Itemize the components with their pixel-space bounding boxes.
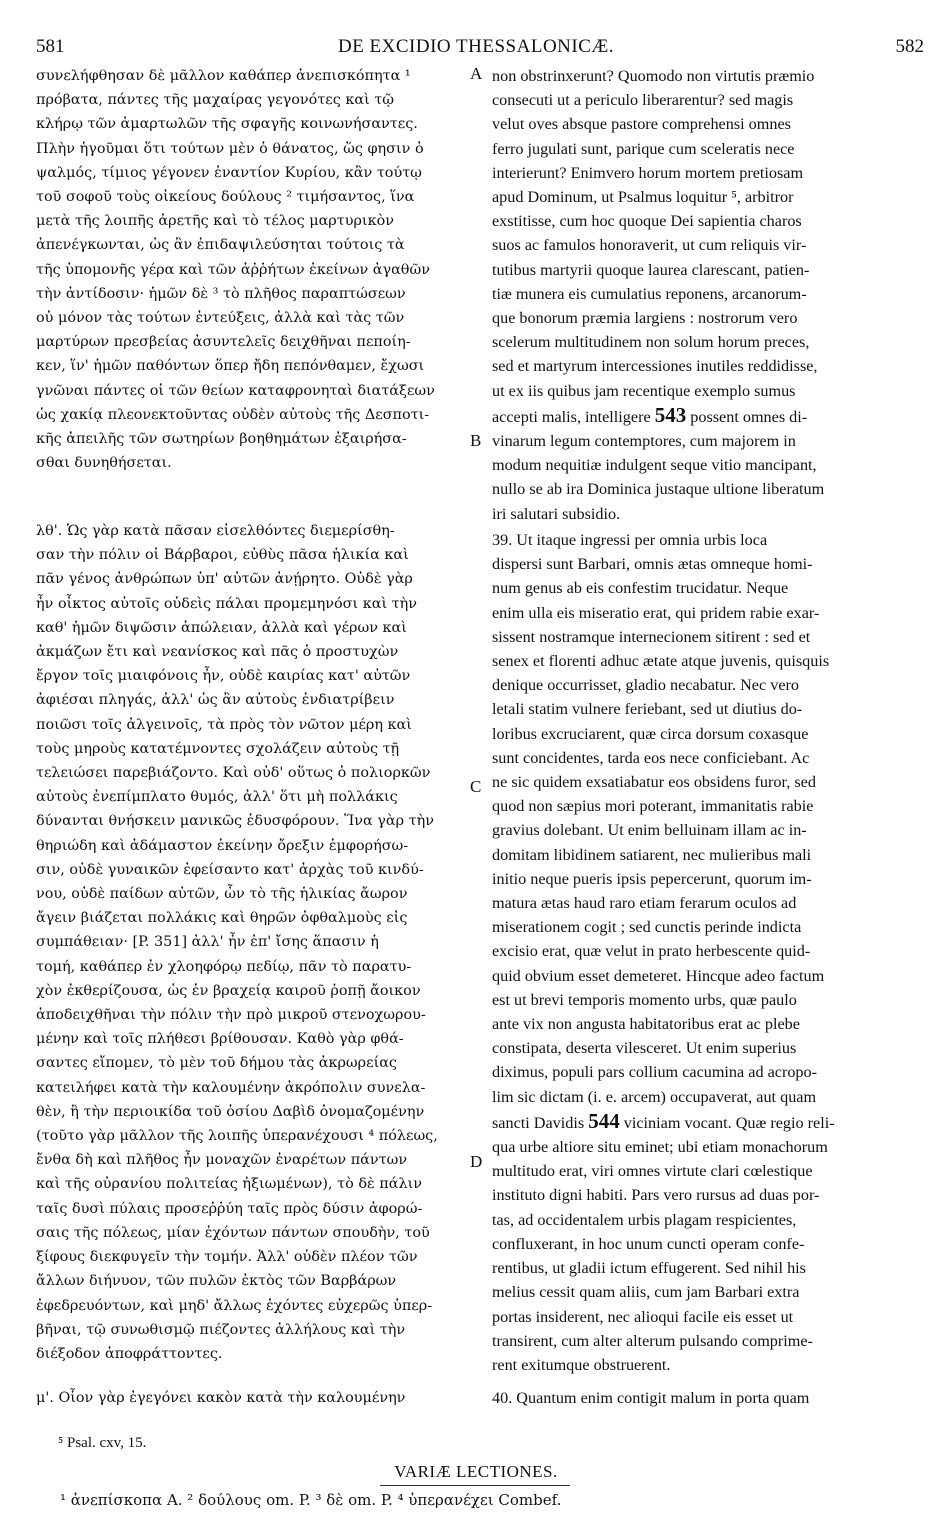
greek-line: ἦν οἶκτος αὐτοῖς οὐδεὶς πάλαι προμεμηνόσι καὶ τὴν bbox=[36, 595, 417, 612]
margin-letter-d: D bbox=[470, 1152, 483, 1171]
greek-line: τοῦ σοφοῦ τοὺς οἰκείους δούλους ² τιμήσαντος, ἵνα bbox=[36, 189, 415, 206]
latin-line: constipata, deserta vilesceret. Ut enim superius bbox=[492, 1039, 797, 1058]
latin-line: qua urbe altiore situ eminet; ubi etiam monachorum bbox=[492, 1138, 828, 1157]
latin-line: ferro jugulati sunt, parique cum sceleratis nece bbox=[492, 139, 795, 158]
latin-line: nullo se ab ira Dominica justaque ultione liberatum bbox=[492, 480, 825, 499]
greek-line: θὲν, ἢ τὴν περιοικίδα τοῦ ὁσίου Δαβὶδ ὀνομαζομένην bbox=[36, 1103, 425, 1120]
margin-letter-c: C bbox=[470, 777, 482, 796]
latin-line: instituto digni habiti. Pars vero rursus ad duas por- bbox=[492, 1186, 820, 1205]
greek-line: αὐτοὺς ἐνεπίμπλατο θυμός, ἀλλ' ὅτι μὴ πολλάκις bbox=[36, 789, 398, 806]
latin-line: dispersi sunt Barbari, omnis ætas omneque homi- bbox=[492, 555, 813, 574]
latin-line: vinarum legum contemptores, cum majorem in bbox=[492, 432, 796, 451]
greek-line: ἀπενέγκωνται, ὡς ἂν ἐπιδαψιλεύσηται τούτοις τὰ bbox=[36, 237, 405, 254]
greek-line: τομή, καθάπερ ἐν χλοηφόρῳ πεδίῳ, πᾶν τὸ παρατυ- bbox=[36, 958, 412, 975]
greek-line: σθαι δυνηθήσεται. bbox=[36, 455, 172, 472]
greek-line: δύνανται θνήσκειν μανικῶς ἐδυσφόρουν. Ἵνα γὰρ τὴν bbox=[36, 813, 434, 830]
greek-line: μ'. Οἷον γὰρ ἐγεγόνει κακὸν κατὰ τὴν καλουμένην bbox=[36, 1390, 406, 1406]
greek-line: νου, οὐδὲ παίδων αὐτῶν, ὧν τὸ τῆς ἡλικίας ἄωρον bbox=[36, 886, 408, 903]
greek-line: θηριώδη καὶ ἀδάμαστον ἐκείνην ὄρεξιν ἐμφορήσω- bbox=[36, 837, 409, 854]
latin-line: num genus ab eis confestim trucidatur. Neque bbox=[492, 579, 789, 598]
greek-line: (τοῦτο γὰρ μᾶλλον τῆς λοιπῆς ὑπερανέχουσι ⁴ πόλεως, bbox=[36, 1128, 438, 1145]
greek-line: ἀποδειχθῆναι τὴν πόλιν τὴν πρὸ μικροῦ στενοχωρου- bbox=[36, 1007, 426, 1024]
latin-line-part: viciniam vocant. Quæ regio reli- bbox=[619, 1113, 835, 1132]
greek-paragraph-40 bbox=[36, 1386, 456, 1410]
greek-line: σιν, οὐδὲ γυναικῶν ἐφείσαντο κατ' ἀρχὰς τοῦ κινδύ- bbox=[36, 861, 424, 878]
greek-line: σαντες εἴπομεν, τὸ μὲν τοῦ δήμου τὰς ἀκρωρείας bbox=[36, 1055, 397, 1072]
divider bbox=[380, 1485, 570, 1486]
latin-paragraph-1 bbox=[492, 64, 918, 526]
latin-line: suos ac famulos honoraverit, ut cum reliquis vir- bbox=[492, 236, 807, 255]
latin-line: enim ulla eis miseratio erat, qui pridem rabie exar- bbox=[492, 603, 820, 622]
latin-line: domitam libidinem satiarent, nec mulieribus mali bbox=[492, 845, 812, 864]
variae-lectiones-title: VARIÆ LECTIONES. bbox=[394, 1462, 558, 1481]
greek-line: ἐφεδρευόντων, καὶ μηδ' ἄλλως ἐχόντες εὐχερῶς ὑπερ- bbox=[36, 1297, 433, 1314]
greek-line: πᾶν γένος ἀνθρώπων ὑπ' αὐτῶν ἀνῄρητο. Οὐδὲ γὰρ bbox=[36, 571, 413, 588]
latin-line: ne sic quidem exsatiabatur eos obsidens furor, sed bbox=[492, 773, 816, 792]
greek-paragraph-39 bbox=[36, 519, 456, 1366]
page-marker-544: 544 bbox=[588, 1108, 620, 1133]
latin-line: ut ex iis quibus jam recentique exemplo sumus bbox=[492, 381, 796, 400]
greek-line: κλήρῳ τῶν ἁμαρτωλῶν τῆς σφαγῆς κοινωνήσαντες. bbox=[36, 116, 418, 133]
latin-line: 40. Quantum enim contigit malum in porta quam bbox=[492, 1389, 810, 1407]
latin-line: miserationem cogit ; sed cunctis perinde indicta bbox=[492, 918, 802, 937]
page-number-right: 582 bbox=[895, 36, 924, 57]
greek-line: ἄλλων διήνυον, τῶν πυλῶν ἐκτὸς τῶν Βαρβάρων bbox=[36, 1273, 397, 1290]
greek-line: διέξοδον ἀποφράττοντες. bbox=[36, 1345, 223, 1362]
latin-line: exstitisse, cum hoc quoque Dei sapientia charos bbox=[492, 212, 802, 231]
latin-line: scelerum multitudinem non solum horum preces, bbox=[492, 333, 810, 352]
greek-line: τοὺς μηροὺς κατατέμνοντες σχολάζειν αὐτοὺς τῇ bbox=[36, 740, 400, 757]
latin-line: quod non sæpius mori poterant, immanitatis rabie bbox=[492, 797, 814, 816]
latin-line: sissent nostramque internecionem sitirent : sed et bbox=[492, 627, 811, 646]
greek-line: κατειλήφει κατὰ τὴν καλουμένην ἀκρόπολιν συνελα- bbox=[36, 1079, 426, 1096]
latin-line: tiæ munera eis cumulatius reponens, arcanorum- bbox=[492, 284, 807, 303]
greek-line: οὐ μόνον τὰς τούτων ἐντεύξεις, ἀλλὰ καὶ τὰς τῶν bbox=[36, 310, 405, 327]
latin-line: quid obvium esset demeteret. Hincque adeo factum bbox=[492, 966, 825, 985]
greek-line: συνελήφθησαν δὲ μᾶλλον καθάπερ ἀνεπισκόπητα ¹ bbox=[36, 68, 411, 84]
greek-line: ἔργον τοῖς μιαιφόνοις ἦν, οὐδὲ καιρίας κατ' αὐτῶν bbox=[36, 668, 411, 685]
margin-letter-a: A bbox=[470, 64, 483, 83]
greek-line: ἔνθα δὴ καὶ πλῆθος ἦν μοναχῶν ἐναρέτων πάντων bbox=[36, 1152, 408, 1169]
latin-line: excisio erat, quæ velut in prato herbescente quid- bbox=[492, 942, 811, 961]
greek-line: ποιῶσι τοῖς ἀλγεινοῖς, τὰ πρὸς τὸν νῶτον μέρη καὶ bbox=[36, 716, 412, 733]
latin-line-part: possent omnes di- bbox=[686, 407, 808, 426]
latin-line: interierunt? Enimvero horum mortem pretiosam bbox=[492, 163, 804, 182]
greek-line: ἀκμάζων ἔτι καὶ νεανίσκος καὶ πᾶς ὁ προστυχὼν bbox=[36, 644, 399, 661]
latin-line: loribus excruciarent, quæ circa dorsum coxasque bbox=[492, 724, 809, 743]
greek-line: τελειώσει παρεβιάζοντο. Καὶ οὐδ' οὕτως ὁ πολιορκῶν bbox=[36, 765, 431, 782]
latin-line: gravius dolebant. Ut enim belluinam illam ac in- bbox=[492, 821, 807, 840]
latin-line: lim sic dictam (i. e. arcem) occupaverat, aut quam bbox=[492, 1087, 817, 1106]
latin-line: sunt concidentes, tarda eos nece conficiebant. Ac bbox=[492, 748, 810, 767]
latin-line: que bonorum præmia largiens : nostrorum vero bbox=[492, 309, 798, 328]
greek-line: συμπάθειαν· [P. 351] ἀλλ' ἦν ἐπ' ἴσης ἅπασιν ἡ bbox=[36, 934, 379, 951]
page-marker-543: 543 bbox=[654, 402, 687, 427]
latin-line: velut oves absque pastore comprehensi omnes bbox=[492, 115, 791, 134]
latin-line: est ut brevi temporis momento urbs, quæ paulo bbox=[492, 990, 797, 1009]
latin-line: apud Dominum, ut Psalmus loquitur ⁵, arbitror bbox=[492, 188, 794, 207]
latin-paragraph-39 bbox=[492, 528, 918, 1377]
latin-line: initio neque pueris ipsis pepercerunt, quorum im- bbox=[492, 869, 812, 888]
greek-line: μετὰ τῆς λοιπῆς ἀρετῆς καὶ τὸ τέλος μαρτυρικὸν bbox=[36, 213, 394, 230]
greek-line: γνῶναι πάντες οἱ τῶν θείων καταφρονηταὶ διατάξεων bbox=[36, 382, 435, 399]
latin-line: denique occurrisset, gladio necabatur. Nec vero bbox=[492, 676, 799, 695]
greek-line: ψαλμός, τίμιος γέγονεν ἐναντίον Κυρίου, κἂν τούτῳ bbox=[36, 164, 422, 181]
latin-line-part: sancti Davidis bbox=[492, 1113, 589, 1132]
latin-line: consecuti ut a periculo liberarentur? sed magis bbox=[492, 91, 794, 110]
latin-line-with-page-544 bbox=[492, 1109, 918, 1135]
greek-line: μένην καὶ τοῖς πλήθεσι βρίθουσαν. Καθὸ γὰρ φθά- bbox=[36, 1031, 404, 1048]
greek-line: βῆναι, τῷ συνωθισμῷ πιέζοντες ἀλλήλους καὶ τὴν bbox=[36, 1321, 406, 1338]
greek-paragraph-1 bbox=[36, 64, 456, 475]
latin-line: letali statim vulnere feriebant, sed ut diutius do- bbox=[492, 700, 803, 719]
latin-line: ante vix non angusta habitatoribus erat ac plebe bbox=[492, 1015, 800, 1034]
latin-line: 39. Ut itaque ingressi per omnia urbis loca bbox=[492, 531, 768, 549]
latin-line: iri salutari subsidio. bbox=[492, 504, 621, 523]
greek-line: λθ'. Ὡς γὰρ κατὰ πᾶσαν εἰσελθόντες διεμερίσθη- bbox=[36, 523, 395, 539]
greek-line: καὶ τῆς οὐρανίου πολιτείας ἠξιωμένων), τὸ δὲ πάλιν bbox=[36, 1176, 422, 1193]
latin-line: multitudo erat, viri omnes virtute clari cœlestique bbox=[492, 1162, 813, 1181]
latin-line: diximus, populi pars collium cacumina ad acropo- bbox=[492, 1063, 818, 1082]
latin-line: sed et martyrum intercessiones inutiles reddidisse, bbox=[492, 357, 818, 376]
latin-line: transirent, cum alter alterum pulsando comprime- bbox=[492, 1331, 813, 1350]
latin-line: tutibus martyrii quoque laurea clarescant, patien- bbox=[492, 260, 810, 279]
greek-line: ἀφιέσαι πληγάς, ἀλλ' ὡς ἂν αὐτοὺς ἐνδιατρίβειν bbox=[36, 692, 395, 709]
latin-line: matura ætas haud raro etiam ferarum oculos ad bbox=[492, 894, 797, 913]
footnote: ⁵ Psal. cxv, 15. bbox=[58, 1435, 147, 1451]
page-number-left: 581 bbox=[36, 36, 65, 57]
latin-line: tas, ad occidentalem urbis plagam respicientes, bbox=[492, 1210, 797, 1229]
greek-line: τῆς ὑπομονῆς γέρα καὶ τῶν ἀῤῥήτων ἐκείνων ἀγαθῶν bbox=[36, 261, 430, 278]
running-title: DE EXCIDIO THESSALONICÆ. bbox=[337, 36, 615, 57]
variae-lectiones-text: ¹ ἀνεπίσκοπα A. ² δούλους om. P. ³ δὲ om. P. ⁴ ὑπερανέχει Combef. bbox=[60, 1491, 562, 1509]
greek-line: ἄγειν βιάζεται πολλάκις καὶ θηρῶν ὀφθαλμοὺς εἰς bbox=[36, 910, 408, 927]
latin-line: confluxerant, in hoc unum cuncti operam confe- bbox=[492, 1234, 805, 1253]
greek-line: χὸν ἐκθερίζουσα, ὡς ἐν βραχείᾳ καιροῦ ῥοπῇ ἄοικον bbox=[36, 982, 421, 999]
latin-line: modum nequitiæ indulgent seque vitio mancipant, bbox=[492, 456, 817, 475]
latin-line: portas insiderent, nec alioqui facile eis esset ut bbox=[492, 1307, 794, 1326]
latin-line: non obstrinxerunt? Quomodo non virtutis præmio bbox=[492, 67, 815, 85]
greek-line: σαν τὴν πόλιν οἱ Βάρβαροι, εὐθὺς πᾶσα ἡλικία καὶ bbox=[36, 547, 409, 564]
greek-line: ξίφους διεκφυγεῖν τὴν τομήν. Ἀλλ' οὐδὲν πλέον τῶν bbox=[36, 1249, 418, 1266]
greek-line: καθ' ἡμῶν διψῶσιν ἀπώλειαν, ἀλλὰ καὶ γέρων καὶ bbox=[36, 619, 407, 636]
greek-line: κῆς ἀπειλῆς τῶν σωτηρίων βοηθημάτων ἐξαιρήσα- bbox=[36, 431, 407, 448]
greek-line: πρόβατα, πάντες τῆς μαχαίρας γεγονότες καὶ τῷ bbox=[36, 92, 395, 109]
latin-line: rent exitumque obstruerent. bbox=[492, 1355, 671, 1374]
greek-line: ὡς χακίᾳ πλεονεκτοῦντας οὐδὲν αὐτοὺς τῆς Δεσποτι- bbox=[36, 406, 430, 423]
latin-line-with-page-543 bbox=[492, 403, 918, 429]
greek-line: σαις τῆς πόλεως, μίαν ἐχόντων πάντων σπουδὴν, τοῦ bbox=[36, 1224, 430, 1241]
greek-line: κεν, ἵν' ἡμῶν παθόντων ὅπερ ἤδη πεπόνθαμεν, ἔχωσι bbox=[36, 358, 425, 375]
margin-letter-b: B bbox=[470, 431, 482, 450]
latin-line: melius cessit quam aliis, cum jam Barbari extra bbox=[492, 1283, 800, 1302]
greek-line: ταῖς δυσὶ πύλαις προσεῤῥύη ταῖς πρὸς δύσιν ἀφορώ- bbox=[36, 1200, 423, 1217]
latin-line: senex et florenti adhuc ætate atque juvenis, quisquis bbox=[492, 652, 830, 671]
greek-line: τὴν ἀντίδοσιν· ἡμῶν δὲ ³ τὸ πλῆθος παραπτώσεων bbox=[36, 285, 406, 302]
latin-paragraph-40 bbox=[492, 1386, 918, 1410]
latin-line-part: accepti malis, intelligere bbox=[492, 407, 655, 426]
latin-line: rentibus, ut gladii ictum effugerent. Sed nihil his bbox=[492, 1259, 806, 1278]
greek-line: Πλὴν ἡγοῦμαι ὅτι τούτων μὲν ὁ θάνατος, ὥς φησιν ὁ bbox=[36, 140, 424, 157]
greek-line: μαρτύρων πρεσβείας ἀσυντελεῖς δειχθῆναι πεποίη- bbox=[36, 334, 411, 351]
